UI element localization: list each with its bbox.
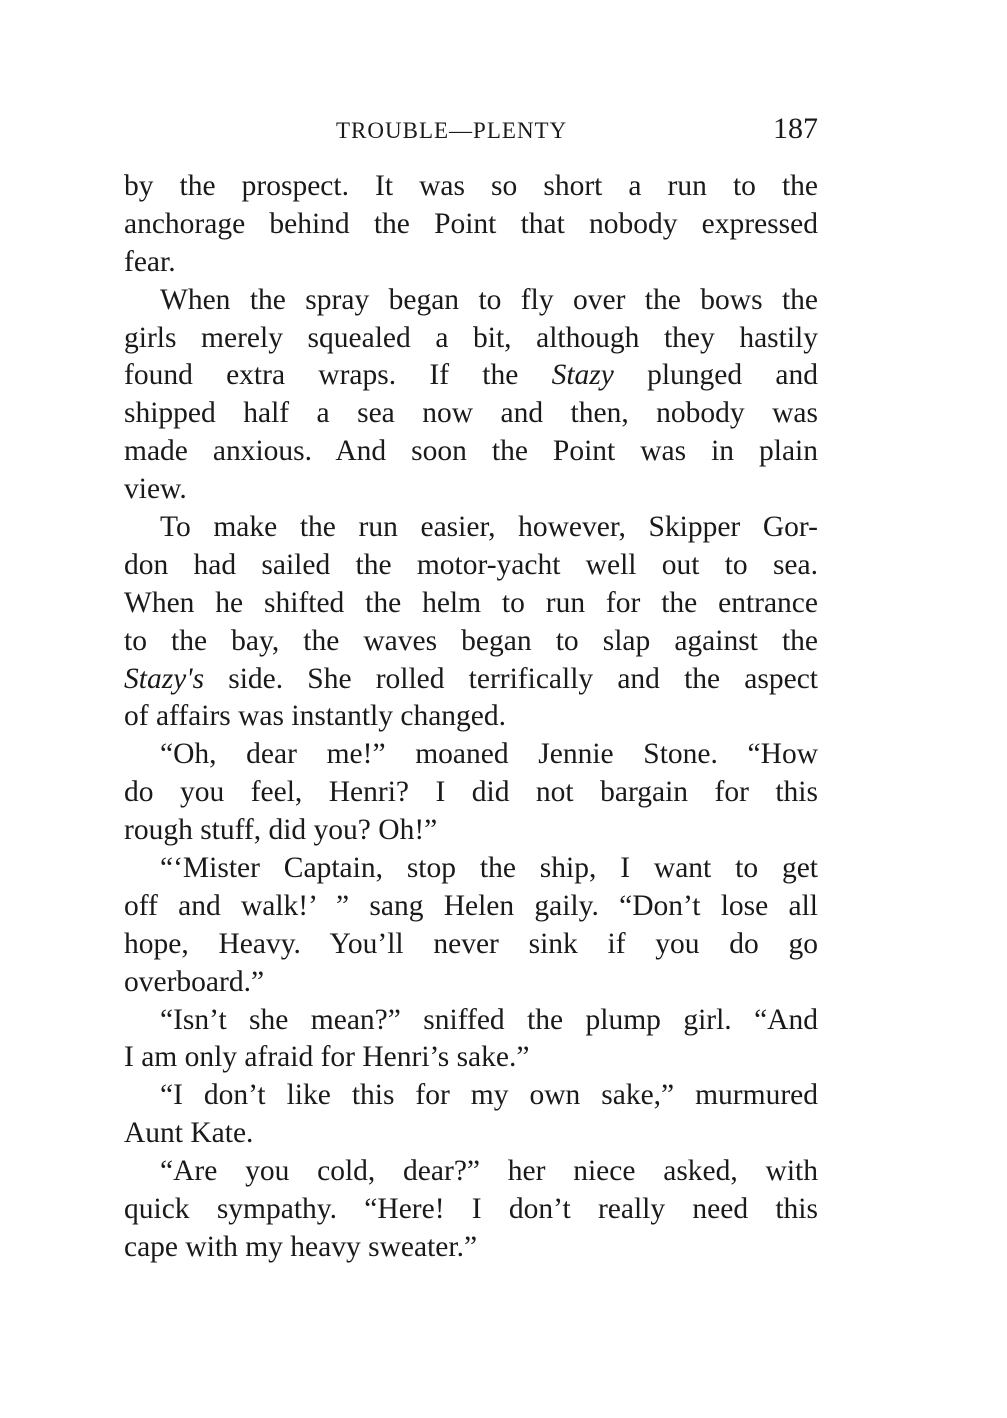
italic-segment: Stazy's	[124, 662, 205, 695]
text-segment: view.	[124, 473, 187, 506]
text-line	[124, 774, 818, 812]
text-line	[124, 812, 818, 850]
text-line	[124, 888, 818, 926]
page-header	[124, 112, 818, 152]
italic-segment: Stazy	[551, 359, 614, 392]
text-line	[124, 1077, 818, 1115]
text-line	[124, 320, 818, 358]
text-line	[124, 282, 818, 320]
text-segment: side. She rolled terrifically and the aspect	[204, 662, 818, 695]
text-line	[124, 623, 818, 661]
text-segment: fear.	[124, 245, 176, 278]
running-head: TROUBLE—PLENTY	[336, 118, 568, 143]
text-segment: plunged and	[613, 359, 818, 392]
text-segment: by the prospect. It was so short a run to the	[124, 170, 818, 202]
body-text	[124, 168, 818, 1267]
text-segment: cape with my heavy sweater.”	[124, 1230, 478, 1263]
text-segment: When the spray began to fly over the bows the	[160, 283, 818, 316]
text-segment: to the bay, the waves began to slap against the	[124, 624, 818, 657]
text-line	[124, 1229, 818, 1267]
text-segment: hope, Heavy. You’ll never sink if you do go	[124, 927, 818, 960]
text-line	[124, 206, 818, 244]
text-segment: “‘Mister Captain, stop the ship, I want to get	[160, 852, 818, 885]
text-segment: Aunt Kate.	[124, 1117, 254, 1150]
text-line	[124, 926, 818, 964]
text-segment: “I don’t like this for my own sake,” murmured	[160, 1079, 818, 1112]
text-segment: made anxious. And soon the Point was in plain	[124, 435, 818, 468]
text-line	[124, 244, 818, 282]
text-segment: found extra wraps. If the	[124, 359, 552, 392]
text-segment: girls merely squealed a bit, although they hastily	[124, 321, 818, 354]
text-line	[124, 1039, 818, 1077]
text-line	[124, 661, 818, 699]
text-line	[124, 1191, 818, 1229]
text-segment: When he shifted the helm to run for the entrance	[124, 586, 818, 619]
text-line	[124, 471, 818, 509]
text-segment: anchorage behind the Point that nobody expressed	[124, 207, 818, 240]
text-segment: of affairs was instantly changed.	[124, 700, 507, 733]
text-line	[124, 433, 818, 471]
text-segment: “Isn’t she mean?” sniffed the plump girl. “And	[160, 1003, 818, 1036]
text-segment: shipped half a sea now and then, nobody was	[124, 397, 818, 430]
page-number: 187	[773, 112, 818, 145]
text-line	[124, 585, 818, 623]
text-segment: don had sailed the motor-yacht well out to sea.	[124, 548, 818, 581]
text-line	[124, 964, 818, 1002]
text-line	[124, 736, 818, 774]
text-segment: rough stuff, did you? Oh!”	[124, 814, 438, 847]
text-segment: “Are you cold, dear?” her niece asked, with	[160, 1155, 818, 1188]
text-line	[124, 395, 818, 433]
text-line	[124, 357, 818, 395]
text-segment: off and walk!’ ” sang Helen gaily. “Don’t lose all	[124, 889, 818, 922]
text-segment: quick sympathy. “Here! I don’t really need this	[124, 1193, 818, 1226]
text-line	[124, 509, 818, 547]
text-line	[124, 1153, 818, 1191]
text-line	[124, 698, 818, 736]
text-line	[124, 1002, 818, 1040]
text-segment: do you feel, Henri? I did not bargain for this	[124, 776, 818, 809]
text-segment: overboard.”	[124, 965, 265, 998]
text-segment: To make the run easier, however, Skipper Gor-	[160, 511, 818, 544]
text-line	[124, 850, 818, 888]
text-segment: I am only afraid for Henri’s sake.”	[124, 1041, 530, 1074]
text-line	[124, 1115, 818, 1153]
text-segment: “Oh, dear me!” moaned Jennie Stone. “How	[160, 738, 818, 771]
text-line	[124, 547, 818, 585]
text-line	[124, 168, 818, 206]
